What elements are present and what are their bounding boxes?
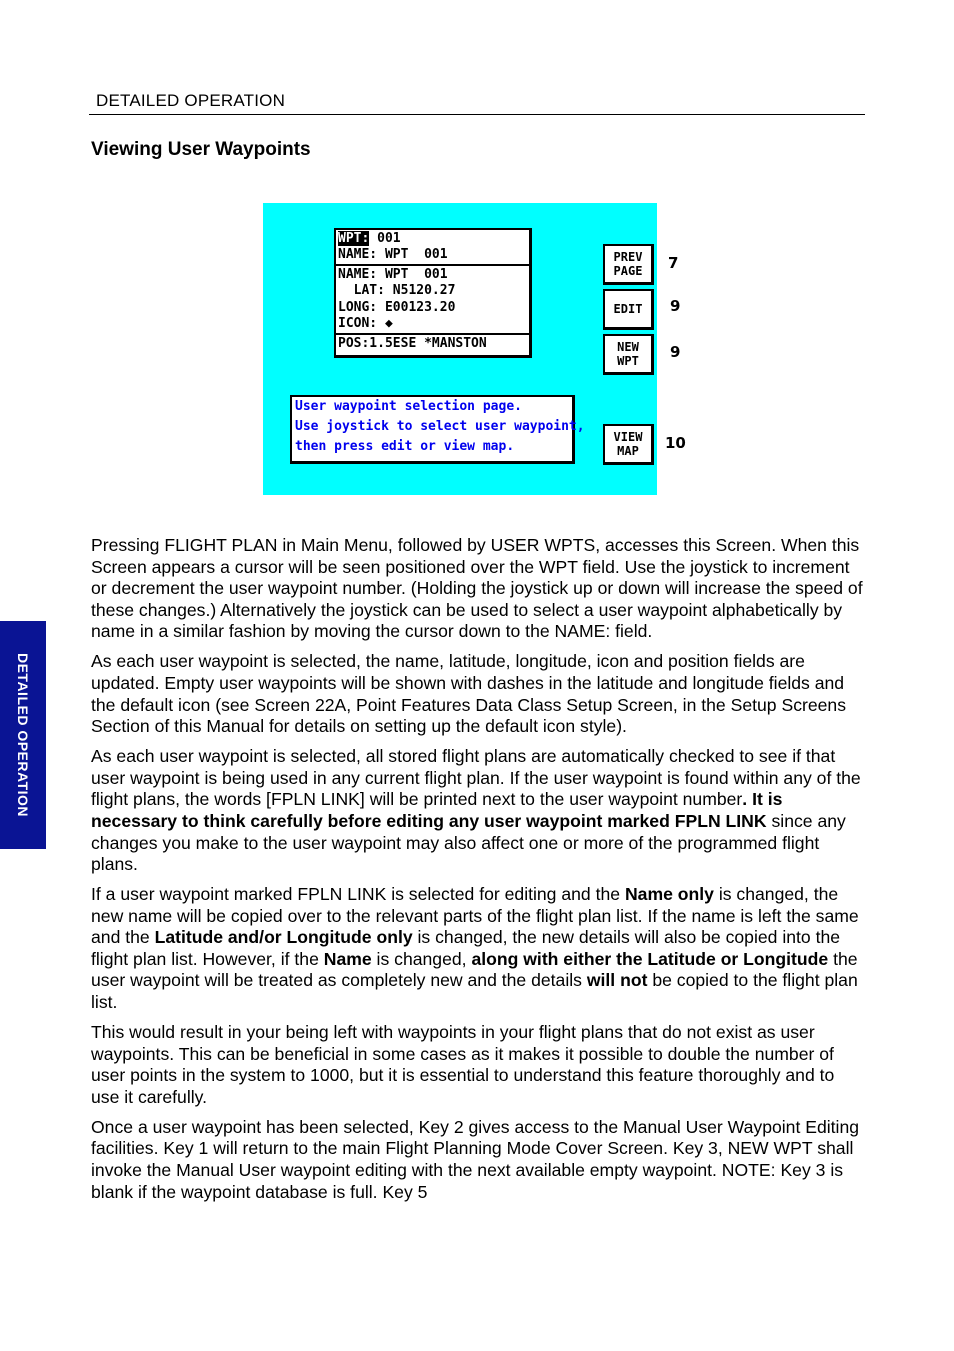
waypoint-info-box: [334, 228, 532, 358]
long-line: LONG: E00123.20: [338, 300, 456, 315]
wpt-field-label: WPT:: [338, 231, 370, 246]
help-message-box: [290, 395, 585, 464]
running-head: DETAILED OPERATION: [96, 91, 286, 110]
key-number: 9: [670, 297, 681, 315]
name-search-line: NAME: WPT 001: [338, 247, 448, 262]
view-map-key[interactable]: VIEW MAP: [603, 424, 654, 465]
key-number: 10: [665, 434, 686, 452]
key-number: 7: [668, 254, 679, 272]
help-line: User waypoint selection page.: [295, 399, 522, 414]
header-rule: [89, 114, 865, 115]
waypoint-screen-illustration: [263, 203, 686, 495]
body-text: [91, 535, 863, 1212]
paragraph: Once a user waypoint has been selected, Key 2 gives access to the Manual User Waypoint Editing facilities. Key 1 will return to the main Flight Planning Mode Cover Screen. Key 3, NEW WPT shall invoke the Manual User waypoint editing with the next available empty waypoint. NOTE: Key 3 is blank if the waypoint database is full. Key 5: [91, 1116, 860, 1202]
new-wpt-key[interactable]: NEW WPT: [603, 334, 654, 375]
paragraph: Pressing FLIGHT PLAN in Main Menu, followed by USER WPTS, accesses this Screen. When this Screen appears a cursor will be seen positioned over the WPT field. Use the joystick to increment or decrement the user waypoint number. (Holding the joystick up or down will increase the speed of these changes.) Alternatively the joystick can be used to select a user waypoint alphabetically by name in a similar fashion by moving the cursor down to the NAME: field.: [91, 535, 863, 642]
section-title: Viewing User Waypoints: [91, 139, 311, 160]
paragraph: As each user waypoint is selected, the name, latitude, longitude, icon and position fields are updated. Empty user waypoints will be shown with dashes in the latitude and longitude fields and the default icon (see Screen 22A, Point Features Data Class Setup Screen, in the Setup Screens Section of this Manual for details on setting up the default icon style).: [91, 651, 847, 737]
box-divider: [336, 264, 529, 266]
side-tab-label: DETAILED OPERATION: [15, 652, 31, 818]
wpt-field-value: 001: [369, 231, 401, 246]
box-divider: [336, 333, 529, 335]
help-line: Use joystick to select user waypoint,: [295, 419, 585, 434]
prev-page-key[interactable]: PREV PAGE: [603, 244, 654, 285]
side-tab: [0, 621, 46, 849]
edit-key[interactable]: EDIT: [603, 289, 654, 330]
paragraph: If a user waypoint marked FPLN LINK is selected for editing and the Name only is changed, the new name will be copied over to the relevant parts of the flight plan list. If the name is left the same and the Latitude and/or Longitude only is changed, the new details will also be copied into the flight plan list. However, if the Name is changed, along with either the Latitude or Longitude the user waypoint will be treated as completely new and the details will not be copied to the flight plan list.: [91, 884, 859, 1013]
name-line: NAME: WPT 001: [338, 267, 448, 282]
key-number: 9: [670, 343, 681, 361]
wpt-row: [338, 231, 401, 247]
icon-line: ICON: ◆: [338, 316, 393, 331]
lat-line: LAT: N5120.27: [338, 283, 456, 298]
pos-line: POS:1.5ESE *MANSTON: [338, 336, 487, 351]
paragraph: As each user waypoint is selected, all stored flight plans are automatically checked to see if that user waypoint is being used in any current flight plan. If the user waypoint is found within any of the flight plans, the words [FPLN LINK] will be printed next to the user waypoint number. It is necessary to think carefully before editing any user waypoint marked FPLN LINK since any changes you make to the user waypoint may also affect one or more of the programmed flight plans.: [91, 746, 861, 875]
paragraph: This would result in your being left with waypoints in your flight plans that do not exist as user waypoints. This can be beneficial in some cases as it makes it possible to double the number of user points in the system to 1000, but it is essential to understand this feature thoroughly and to use it carefully.: [91, 1022, 835, 1107]
help-line: then press edit or view map.: [295, 439, 515, 454]
